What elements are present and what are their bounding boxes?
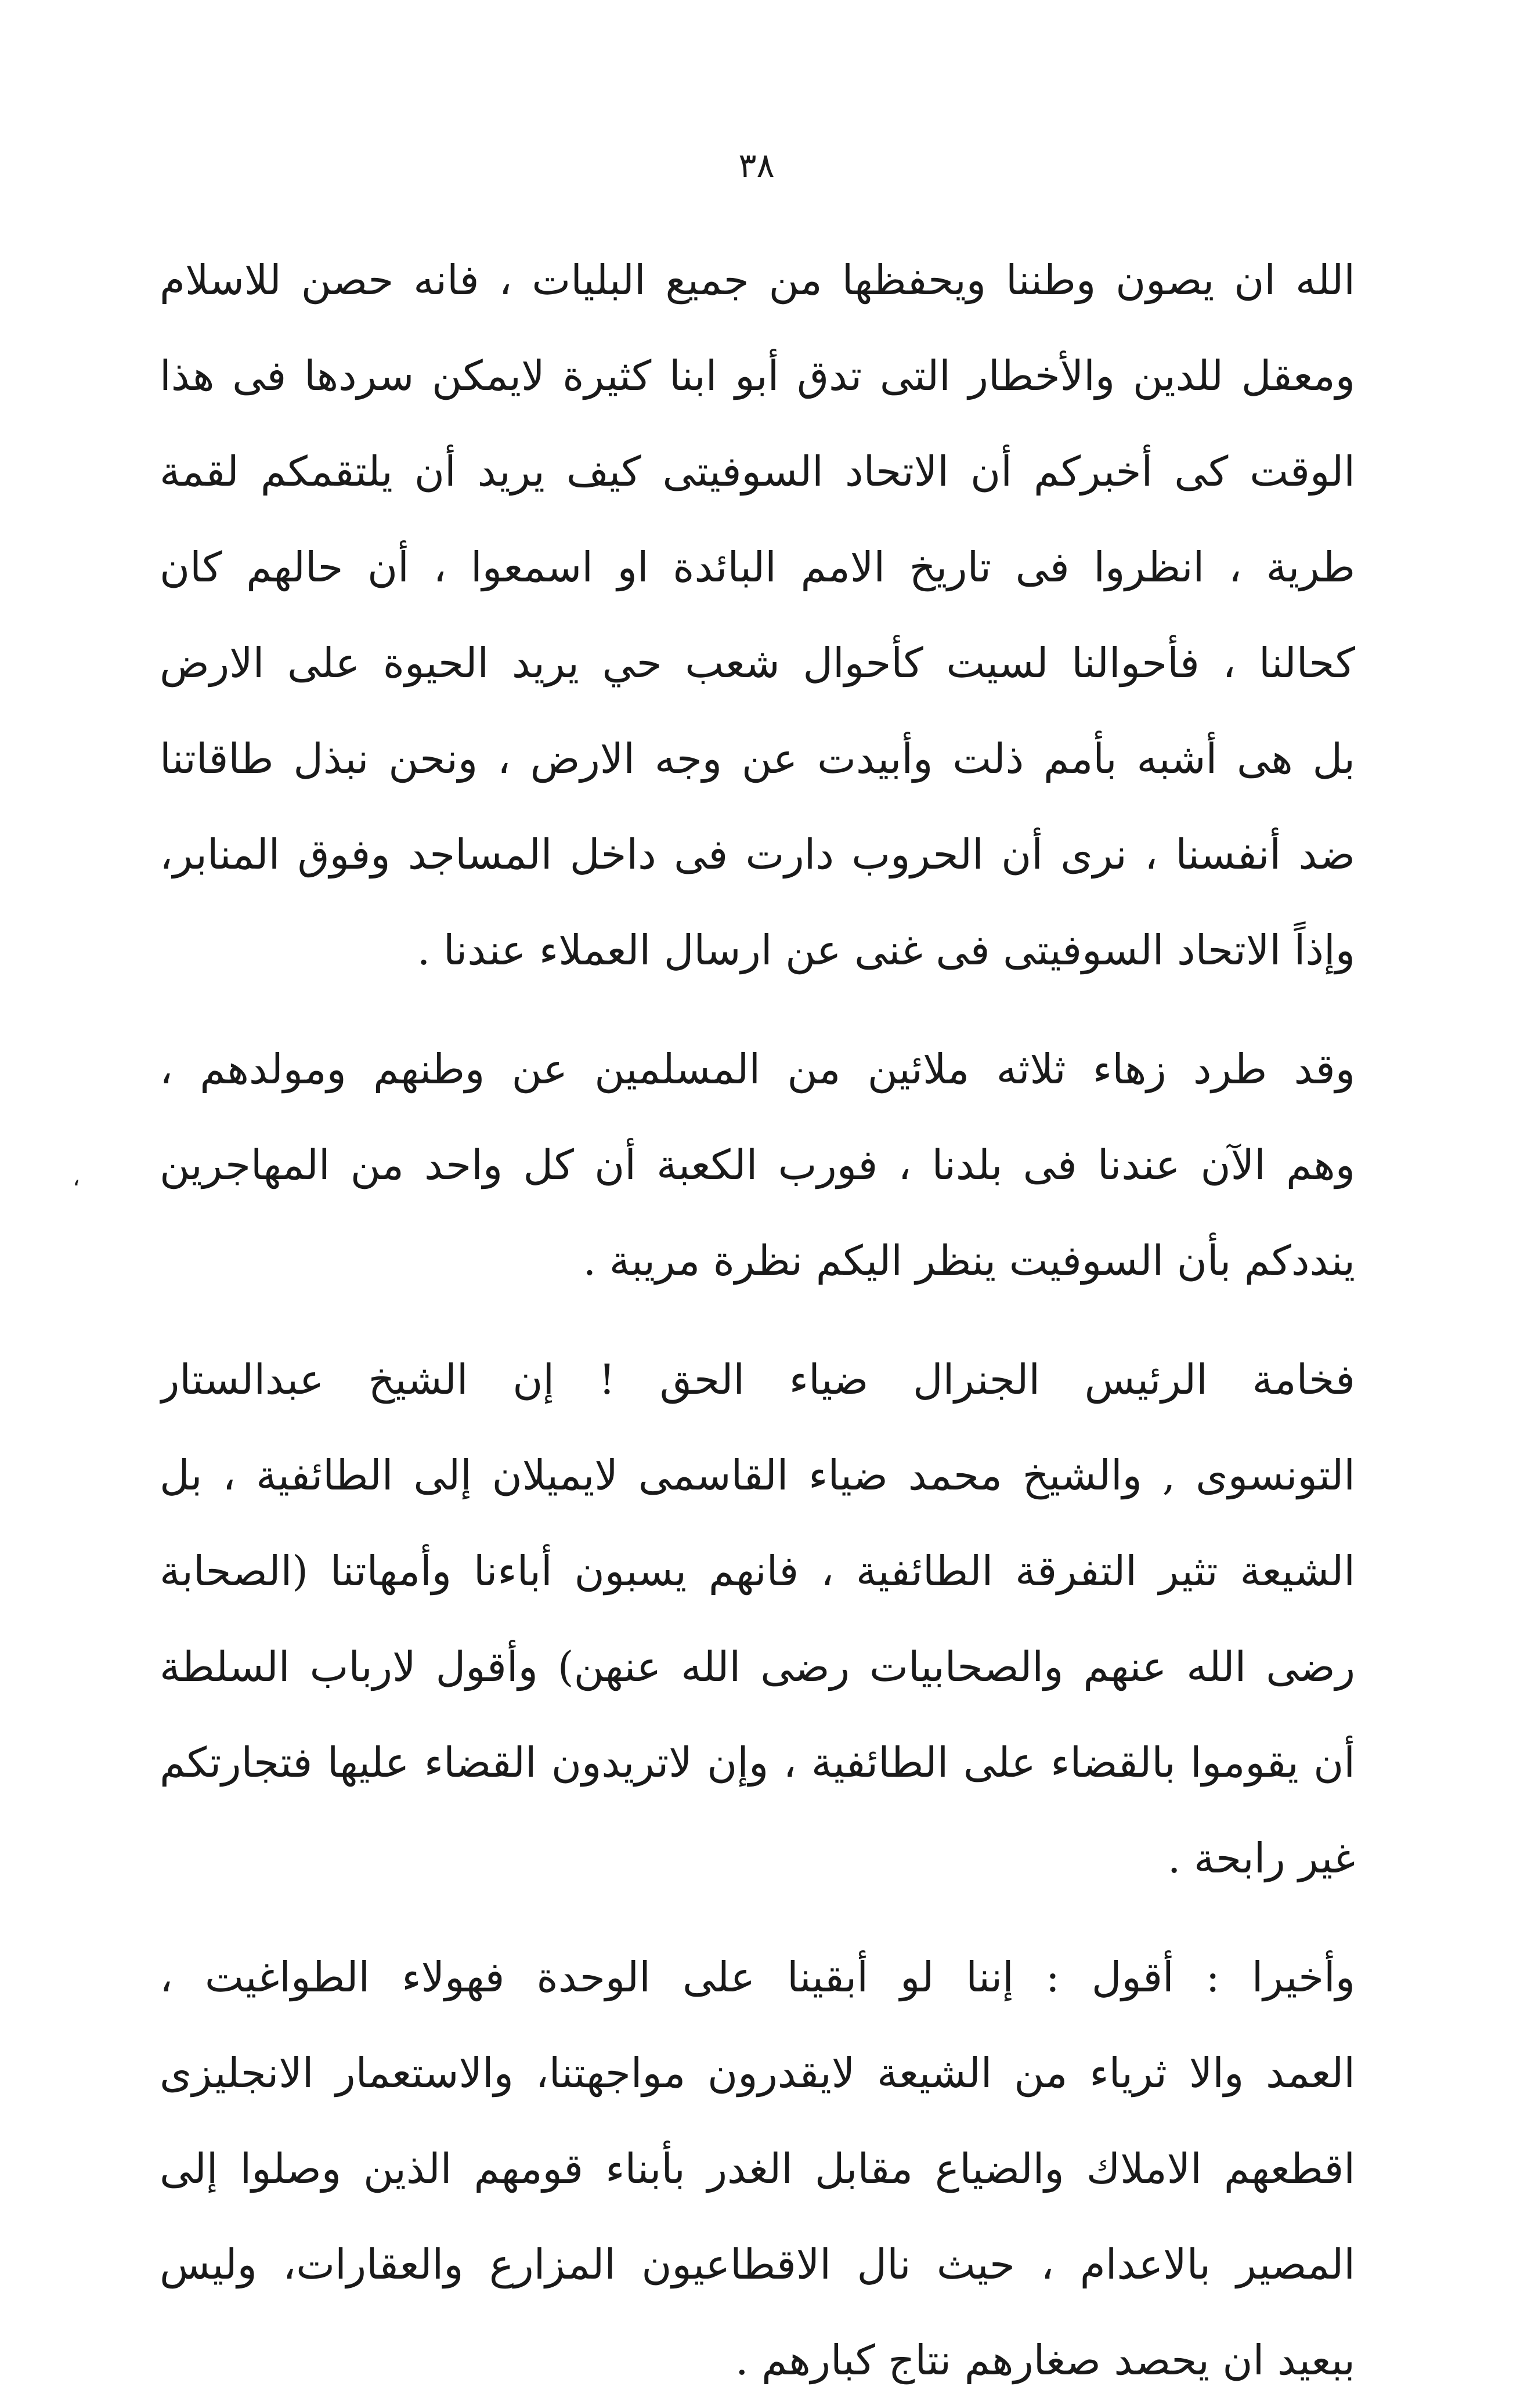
text-line: المصير بالاعدام ، حيث نال الاقطاعيون المزارع والعقارات، وليس bbox=[160, 2240, 1355, 2288]
body-text bbox=[160, 232, 1355, 2408]
text-line: الوقت كى أخبركم أن الاتحاد السوفيتى كيف يريد أن يلتقمكم لقمة bbox=[160, 447, 1355, 496]
text-line: غير رابحة . bbox=[1167, 1834, 1355, 1882]
text-line: كحالنا ، فأحوالنا لسيت كأحوال شعب حي يريد الحيوة على الارض bbox=[160, 639, 1355, 687]
paragraph-1 bbox=[160, 232, 1355, 998]
text-line: طرية ، انظروا فى تاريخ الامم البائدة او اسمعوا ، أن حالهم كان bbox=[160, 543, 1355, 591]
text-line: ببعيد ان يحصد صغارهم نتاج كبارهم . bbox=[735, 2336, 1355, 2384]
text-line: اقطعهم الاملاك والضياع مقابل الغدر بأبناء قومهم الذين وصلوا إلى bbox=[160, 2145, 1355, 2193]
paragraph-3 bbox=[160, 1332, 1355, 1906]
text-line: ينددكم بأن السوفيت ينظر اليكم نظرة مريبة . bbox=[583, 1236, 1355, 1285]
text-line: وقد طرد زهاء ثلاثه ملائين من المسلمين عن وطنهم ومولدهم ، bbox=[160, 1045, 1355, 1093]
text-line: رضى الله عنهم والصحابيات رضى الله عنهن) وأقول لارباب السلطة bbox=[160, 1643, 1355, 1691]
text-line: وإذاً الاتحاد السوفيتى فى غنى عن ارسال العملاء عندنا . bbox=[417, 926, 1355, 974]
text-line: وهم الآن عندنا فى بلدنا ، فورب الكعبة أن كل واحد من المهاجرين bbox=[160, 1141, 1355, 1189]
paragraph-4 bbox=[160, 1929, 1355, 2408]
text-line: وأخيرا : أقول : إننا لو أبقينا على الوحدة فهولاء الطواغيت ، bbox=[160, 1953, 1355, 2001]
text-line: الله ان يصون وطننا ويحفظها من جميع البليات ، فانه حصن للاسلام bbox=[160, 256, 1355, 304]
text-line: ومعقل للدين والأخطار التى تدق أبو ابنا كثيرة لايمكن سردها فى هذا bbox=[160, 352, 1355, 400]
text-line: التونسوى , والشيخ محمد ضياء القاسمى لايميلان إلى الطائفية ، بل bbox=[160, 1451, 1355, 1499]
text-line: أن يقوموا بالقضاء على الطائفية ، وإن لاتريدون القضاء عليها فتجارتكم bbox=[160, 1738, 1355, 1787]
text-line: ضد أنفسنا ، نرى أن الحروب دارت فى داخل المساجد وفوق المنابر، bbox=[160, 830, 1355, 878]
text-line: فخامة الرئيس الجنرال ضياء الحق ! إن الشيخ عبدالستار bbox=[160, 1355, 1355, 1404]
page-number: ٣٨ bbox=[738, 146, 775, 185]
text-line: الشيعة تثير التفرقة الطائفية ، فانهم يسبون أباءنا وأمهاتنا (الصحابة bbox=[160, 1547, 1355, 1595]
text-line: العمد والا ثرياء من الشيعة لايقدرون مواجهتنا، والاستعمار الانجليزى bbox=[160, 2049, 1355, 2097]
margin-mark: ، bbox=[73, 1165, 80, 1191]
text-line: بل هى أشبه بأمم ذلت وأبيدت عن وجه الارض ، ونحن نبذل طاقاتنا bbox=[160, 735, 1355, 783]
paragraph-2 bbox=[160, 1021, 1355, 1308]
